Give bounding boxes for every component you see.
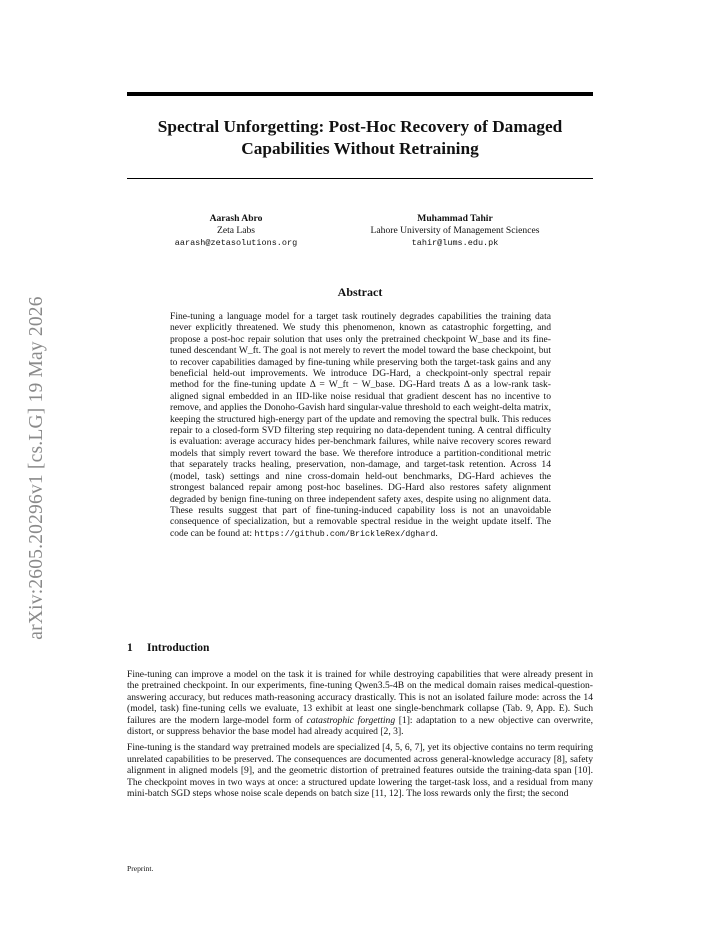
arxiv-identifier-stamp: [20, 258, 54, 678]
abstract-text: Fine-tuning a language model for a target task routinely degrades capabilities the training data never explicitly threatened. We study this phenomenon, known as catastrophic forgetting, and propose a post-hoc repair solution that uses only the pretrained checkpoint W_base and its fine-tuned descendant W_ft. The goal is not merely to revert the model toward the base checkpoint, but to recover capabilities damaged by fine-tuning while preserving both the target-task gains and any beneficial held-out improvements. We introduce DG-Hard, a checkpoint-only spectral repair method for the fine-tuning update Δ = W_ft − W_base. DG-Hard treats Δ as a low-rank task-aligned signal embedded in an IID-like noise residual that gradient descent has no incentive to remove, and applies the Donoho-Gavish hard singular-value threshold to each weight-delta matrix, keeping the structured high-energy part of the update and removing the spectral bulk. This reduces repair to a closed-form SVD filtering step requiring no data-dependent tuning. A central difficulty is evaluation: average accuracy hides per-benchmark failures, while naive recovery scores reward models that simply revert toward the base. We therefore introduce a partition-conditional metric that separately tracks healing, preservation, non-damage, and target-task retention. Across 14 (model, task) settings and nine cross-domain held-out benchmarks, DG-Hard achieves the strongest balanced repair among post-hoc baselines. DG-Hard also restores safety alignment degraded by benign fine-tuning on three independent safety axes, despite using no alignment data. These results suggest that part of fine-tuning-induced capability loss is not an unavoidable consequence of specialization, but a removable spectral residue in the weight update itself. The code can be found at:: [170, 311, 551, 539]
paragraph-2: Fine-tuning is the standard way pretrained models are specialized [4, 5, 6, 7], yet its objective contains no term requiring unrelated capabilities to be preserved. The consequences are documented across general-knowledge accuracy [8], safety alignment in aligned models [9], and the geometric distortion of pretrained features outside the training-data span [10]. The checkpoint moves in two ways at once: a structured update lowering the target-task loss, and a residual from many mini-batch SGD steps whose noise scale depends on batch size [11, 12]. The loss rewards only the first; the second: [127, 742, 593, 800]
arxiv-identifier-text: arXiv:2605.20296v1 [cs.LG] 19 May 2026: [26, 296, 47, 640]
section-title: Introduction: [147, 642, 210, 654]
abstract-body: [170, 311, 551, 540]
paragraph-1-text-a: Fine-tuning can improve a model on the task it is trained for while destroying capabilities that were already present in the pretrained checkpoint. In our experiments, fine-tuning Qwen3.5-4B on the medical domain raises medical-question-answering accuracy, but reduces math-reasoning accuracy drastically. This is not an isolated failure mode: across the 14 (model, task) fine-tuning cells we evaluate, 13 exhibit at least one single-benchmark collapse (Tab. 9, App. E). Such failures are the modern large-model form of: [127, 669, 593, 726]
abstract-end: .: [435, 527, 438, 539]
author-name: Aarash Abro: [209, 213, 263, 224]
author-email[interactable]: aarash@zetasolutions.org: [174, 238, 298, 248]
section-heading: [127, 642, 209, 654]
author-block-1: [156, 213, 316, 249]
paper-title: [127, 116, 593, 160]
author-email[interactable]: tahir@lums.edu.pk: [411, 238, 499, 248]
title-bottom-rule: [127, 178, 593, 179]
section-number: 1: [127, 642, 133, 654]
preprint-footer: Preprint.: [127, 864, 154, 873]
title-top-rule: [127, 92, 593, 96]
paragraph-1: [127, 669, 593, 737]
paragraph-1-emphasis: catastrophic forgetting: [306, 714, 396, 726]
code-url-link[interactable]: https://github.com/BrickleRex/dghard: [254, 528, 436, 539]
author-affiliation: Lahore University of Management Sciences: [370, 225, 540, 236]
introduction-body: [127, 669, 593, 804]
paragraph-1-text-b: [1]: adaptation to a new objective can overwrite, distort, or suppress behavior the base model had already acquired [2, 3].: [127, 714, 593, 738]
author-name: Muhammad Tahir: [417, 213, 493, 224]
paper-title-line-2: Capabilities Without Retraining: [241, 139, 479, 158]
abstract-heading: Abstract: [337, 285, 383, 299]
author-block-2: [345, 213, 565, 249]
paper-title-line-1: Spectral Unforgetting: Post-Hoc Recovery of Damaged: [157, 117, 563, 136]
author-affiliation: Zeta Labs: [216, 225, 256, 236]
